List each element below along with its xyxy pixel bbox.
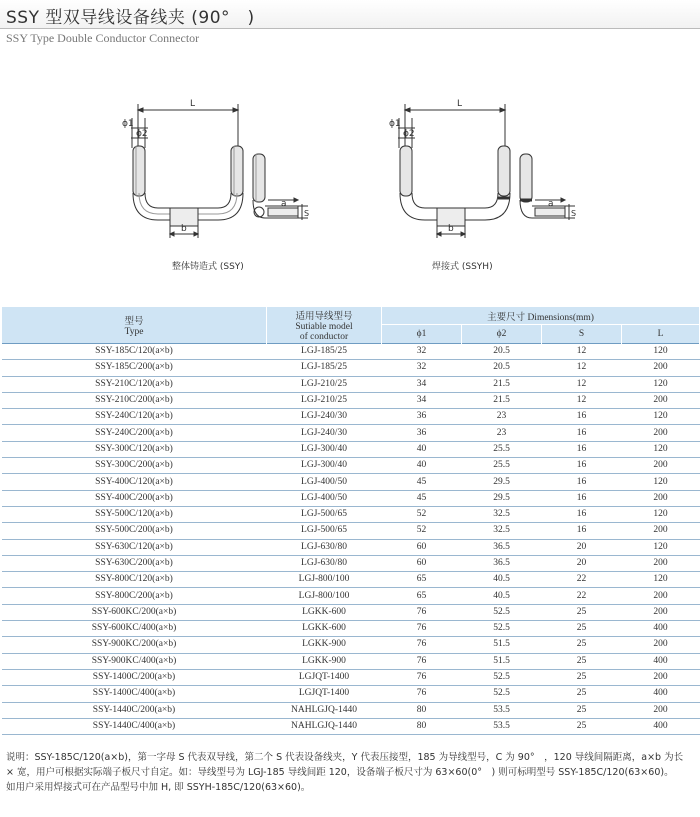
label-a: a xyxy=(281,199,287,209)
table-row xyxy=(2,344,700,360)
cell-type: SSY-300C/120(a×b) xyxy=(2,441,267,457)
label-a: a xyxy=(548,199,554,209)
cell-phi1: 32 xyxy=(382,344,462,360)
header-phi1: ϕ1 xyxy=(382,325,462,344)
cell-phi2: 52.5 xyxy=(462,604,542,620)
cell-model: LGJ-185/25 xyxy=(267,360,382,376)
cell-phi2: 25.5 xyxy=(462,441,542,457)
cell-phi2: 25.5 xyxy=(462,458,542,474)
cell-phi2: 32.5 xyxy=(462,506,542,522)
table-row xyxy=(2,360,700,376)
header-phi2: ϕ2 xyxy=(462,325,542,344)
cell-model: LGJ-500/65 xyxy=(267,523,382,539)
cell-l: 120 xyxy=(622,572,700,588)
cell-phi2: 51.5 xyxy=(462,637,542,653)
header-l: L xyxy=(622,325,700,344)
cell-phi1: 80 xyxy=(382,702,462,718)
label-l: L xyxy=(190,99,196,109)
cell-phi1: 36 xyxy=(382,409,462,425)
label-phi1: ϕ1 xyxy=(389,119,401,129)
cell-type: SSY-240C/120(a×b) xyxy=(2,409,267,425)
label-s: S xyxy=(571,209,577,218)
label-s: S xyxy=(304,209,310,218)
cell-type: SSY-800C/200(a×b) xyxy=(2,588,267,604)
cell-model: LGJ-185/25 xyxy=(267,344,382,360)
cell-phi1: 52 xyxy=(382,523,462,539)
cell-phi2: 53.5 xyxy=(462,702,542,718)
cell-l: 400 xyxy=(622,621,700,637)
label-phi2: ϕ2 xyxy=(136,129,148,139)
cell-type: SSY-185C/200(a×b) xyxy=(2,360,267,376)
cell-phi1: 36 xyxy=(382,425,462,441)
cell-l: 200 xyxy=(622,555,700,571)
cell-phi2: 21.5 xyxy=(462,376,542,392)
cell-model: LGKK-900 xyxy=(267,637,382,653)
cell-l: 120 xyxy=(622,344,700,360)
cell-type: SSY-600KC/200(a×b) xyxy=(2,604,267,620)
table-row xyxy=(2,474,700,490)
cell-type: SSY-1440C/400(a×b) xyxy=(2,718,267,734)
cell-phi2: 52.5 xyxy=(462,621,542,637)
cell-phi1: 34 xyxy=(382,376,462,392)
cell-phi1: 52 xyxy=(382,506,462,522)
cell-s: 12 xyxy=(542,344,622,360)
cell-phi2: 36.5 xyxy=(462,555,542,571)
table-row xyxy=(2,653,700,669)
cell-model: LGJQT-1400 xyxy=(267,669,382,685)
cell-phi1: 65 xyxy=(382,588,462,604)
spec-table xyxy=(1,307,700,735)
page-subtitle: SSY Type Double Conductor Connector xyxy=(6,31,200,45)
cell-l: 200 xyxy=(622,702,700,718)
label-b: b xyxy=(448,224,454,234)
table-row xyxy=(2,441,700,457)
cell-s: 25 xyxy=(542,604,622,620)
cell-s: 25 xyxy=(542,686,622,702)
table-row xyxy=(2,523,700,539)
cell-model: LGKK-600 xyxy=(267,621,382,637)
cell-phi2: 23 xyxy=(462,425,542,441)
cell-type: SSY-400C/120(a×b) xyxy=(2,474,267,490)
cell-l: 120 xyxy=(622,441,700,457)
cell-s: 25 xyxy=(542,621,622,637)
cell-l: 120 xyxy=(622,539,700,555)
ssyh-drawing xyxy=(385,88,585,248)
cell-s: 22 xyxy=(542,572,622,588)
cell-s: 16 xyxy=(542,441,622,457)
table-row xyxy=(2,539,700,555)
cell-l: 400 xyxy=(622,686,700,702)
cell-phi1: 45 xyxy=(382,474,462,490)
cell-s: 20 xyxy=(542,555,622,571)
cell-type: SSY-240C/200(a×b) xyxy=(2,425,267,441)
cell-model: LGJ-800/100 xyxy=(267,588,382,604)
table-row xyxy=(2,409,700,425)
cell-model: LGJ-240/30 xyxy=(267,425,382,441)
caption-ssyh: 焊接式 (SSYH) xyxy=(432,262,493,272)
cell-type: SSY-1440C/200(a×b) xyxy=(2,702,267,718)
cell-phi1: 45 xyxy=(382,490,462,506)
notes xyxy=(6,750,694,795)
cell-phi1: 80 xyxy=(382,718,462,734)
cell-l: 200 xyxy=(622,588,700,604)
label-phi2: ϕ2 xyxy=(403,129,415,139)
cell-phi2: 29.5 xyxy=(462,490,542,506)
cell-l: 400 xyxy=(622,653,700,669)
cell-model: LGJ-400/50 xyxy=(267,490,382,506)
cell-type: SSY-800C/120(a×b) xyxy=(2,572,267,588)
table-row xyxy=(2,425,700,441)
cell-phi2: 21.5 xyxy=(462,392,542,408)
cell-phi2: 52.5 xyxy=(462,669,542,685)
cell-phi2: 36.5 xyxy=(462,539,542,555)
label-b: b xyxy=(181,224,187,234)
cell-type: SSY-500C/200(a×b) xyxy=(2,523,267,539)
table-row xyxy=(2,506,700,522)
page-title: SSY 型双导线设备线夹 (90° ) xyxy=(6,8,255,28)
header-dimensions: 主要尺寸 Dimensions(mm) xyxy=(382,307,700,325)
cell-phi2: 23 xyxy=(462,409,542,425)
cell-s: 16 xyxy=(542,425,622,441)
cell-type: SSY-300C/200(a×b) xyxy=(2,458,267,474)
cell-l: 200 xyxy=(622,523,700,539)
cell-l: 200 xyxy=(622,425,700,441)
label-l: L xyxy=(457,99,463,109)
cell-phi1: 76 xyxy=(382,686,462,702)
cell-l: 200 xyxy=(622,360,700,376)
cell-model: LGJQT-1400 xyxy=(267,686,382,702)
cell-phi1: 60 xyxy=(382,555,462,571)
cell-model: NAHLGJQ-1440 xyxy=(267,702,382,718)
cell-s: 16 xyxy=(542,409,622,425)
label-phi1: ϕ1 xyxy=(122,119,134,129)
table-row xyxy=(2,458,700,474)
caption-ssy: 整体铸造式 (SSY) xyxy=(172,262,244,272)
cell-s: 22 xyxy=(542,588,622,604)
cell-type: SSY-185C/120(a×b) xyxy=(2,344,267,360)
cell-l: 120 xyxy=(622,376,700,392)
table-row xyxy=(2,376,700,392)
cell-model: LGJ-630/80 xyxy=(267,555,382,571)
cell-model: LGJ-300/40 xyxy=(267,441,382,457)
table-row xyxy=(2,490,700,506)
cell-phi1: 60 xyxy=(382,539,462,555)
table-row xyxy=(2,392,700,408)
cell-s: 25 xyxy=(542,702,622,718)
figure-ssy xyxy=(118,88,318,248)
header-model: 适用导线型号 Sutiable model of conductor xyxy=(267,307,382,344)
cell-l: 200 xyxy=(622,637,700,653)
table-row xyxy=(2,637,700,653)
cell-phi1: 32 xyxy=(382,360,462,376)
cell-type: SSY-400C/200(a×b) xyxy=(2,490,267,506)
cell-model: LGKK-600 xyxy=(267,604,382,620)
cell-l: 200 xyxy=(622,392,700,408)
cell-type: SSY-210C/200(a×b) xyxy=(2,392,267,408)
cell-type: SSY-630C/200(a×b) xyxy=(2,555,267,571)
figure-ssyh xyxy=(385,88,585,248)
cell-phi1: 34 xyxy=(382,392,462,408)
cell-s: 25 xyxy=(542,653,622,669)
cell-phi1: 76 xyxy=(382,637,462,653)
table-row xyxy=(2,686,700,702)
cell-s: 16 xyxy=(542,458,622,474)
cell-l: 400 xyxy=(622,718,700,734)
cell-model: LGJ-800/100 xyxy=(267,572,382,588)
cell-l: 200 xyxy=(622,490,700,506)
cell-model: LGJ-400/50 xyxy=(267,474,382,490)
cell-type: SSY-1400C/200(a×b) xyxy=(2,669,267,685)
title-bar xyxy=(0,0,700,29)
cell-phi1: 76 xyxy=(382,604,462,620)
cell-s: 25 xyxy=(542,669,622,685)
cell-s: 25 xyxy=(542,718,622,734)
cell-s: 16 xyxy=(542,490,622,506)
note-explanation: 说明：SSY-185C/120(a×b)，第一字母 S 代表双导线，第二个 S 代表设备线夹，Y 代表压接型，185 为导线型号，C 为 90° ，120 导线间隔距离，a×b 为长 × 宽，用户可根据实际端子板尺寸自定。如：导线型号为 LGJ-185 导线间距 120，设备端子板尺寸为 63×60(0° ) 则可标明型号 SSY-185C/120(63×60)。 xyxy=(6,752,684,778)
cell-phi1: 40 xyxy=(382,458,462,474)
cell-s: 16 xyxy=(542,474,622,490)
cell-phi1: 65 xyxy=(382,572,462,588)
cell-s: 12 xyxy=(542,392,622,408)
cell-phi2: 20.5 xyxy=(462,360,542,376)
cell-model: LGKK-900 xyxy=(267,653,382,669)
cell-type: SSY-500C/120(a×b) xyxy=(2,506,267,522)
cell-l: 200 xyxy=(622,669,700,685)
cell-type: SSY-630C/120(a×b) xyxy=(2,539,267,555)
cell-s: 20 xyxy=(542,539,622,555)
cell-s: 16 xyxy=(542,506,622,522)
cell-model: LGJ-630/80 xyxy=(267,539,382,555)
cell-phi2: 52.5 xyxy=(462,686,542,702)
cell-s: 16 xyxy=(542,523,622,539)
cell-phi1: 40 xyxy=(382,441,462,457)
table-row xyxy=(2,588,700,604)
cell-s: 12 xyxy=(542,360,622,376)
cell-type: SSY-1400C/400(a×b) xyxy=(2,686,267,702)
ssy-drawing xyxy=(118,88,318,248)
note-welded: 如用户采用焊接式可在产品型号中加 H, 即 SSYH-185C/120(63×60)。 xyxy=(6,782,311,793)
cell-model: LGJ-500/65 xyxy=(267,506,382,522)
cell-phi2: 32.5 xyxy=(462,523,542,539)
cell-phi2: 53.5 xyxy=(462,718,542,734)
table-row xyxy=(2,555,700,571)
cell-type: SSY-210C/120(a×b) xyxy=(2,376,267,392)
table-row xyxy=(2,572,700,588)
table-row xyxy=(2,718,700,734)
table-row xyxy=(2,702,700,718)
spec-table-body xyxy=(2,344,700,735)
table-row xyxy=(2,604,700,620)
cell-model: LGJ-240/30 xyxy=(267,409,382,425)
cell-phi1: 76 xyxy=(382,653,462,669)
cell-l: 200 xyxy=(622,458,700,474)
cell-phi1: 76 xyxy=(382,669,462,685)
cell-type: SSY-600KC/400(a×b) xyxy=(2,621,267,637)
table-row xyxy=(2,621,700,637)
cell-type: SSY-900KC/200(a×b) xyxy=(2,637,267,653)
cell-l: 120 xyxy=(622,474,700,490)
header-type: 型号 Type xyxy=(2,307,267,344)
cell-phi2: 51.5 xyxy=(462,653,542,669)
cell-model: LGJ-210/25 xyxy=(267,392,382,408)
cell-l: 120 xyxy=(622,409,700,425)
cell-phi1: 76 xyxy=(382,621,462,637)
cell-phi2: 20.5 xyxy=(462,344,542,360)
header-s: S xyxy=(542,325,622,344)
table-row xyxy=(2,669,700,685)
cell-model: LGJ-300/40 xyxy=(267,458,382,474)
cell-phi2: 40.5 xyxy=(462,572,542,588)
cell-type: SSY-900KC/400(a×b) xyxy=(2,653,267,669)
cell-l: 200 xyxy=(622,604,700,620)
cell-s: 25 xyxy=(542,637,622,653)
cell-model: LGJ-210/25 xyxy=(267,376,382,392)
cell-phi2: 29.5 xyxy=(462,474,542,490)
cell-phi2: 40.5 xyxy=(462,588,542,604)
cell-l: 120 xyxy=(622,506,700,522)
cell-s: 12 xyxy=(542,376,622,392)
cell-model: NAHLGJQ-1440 xyxy=(267,718,382,734)
